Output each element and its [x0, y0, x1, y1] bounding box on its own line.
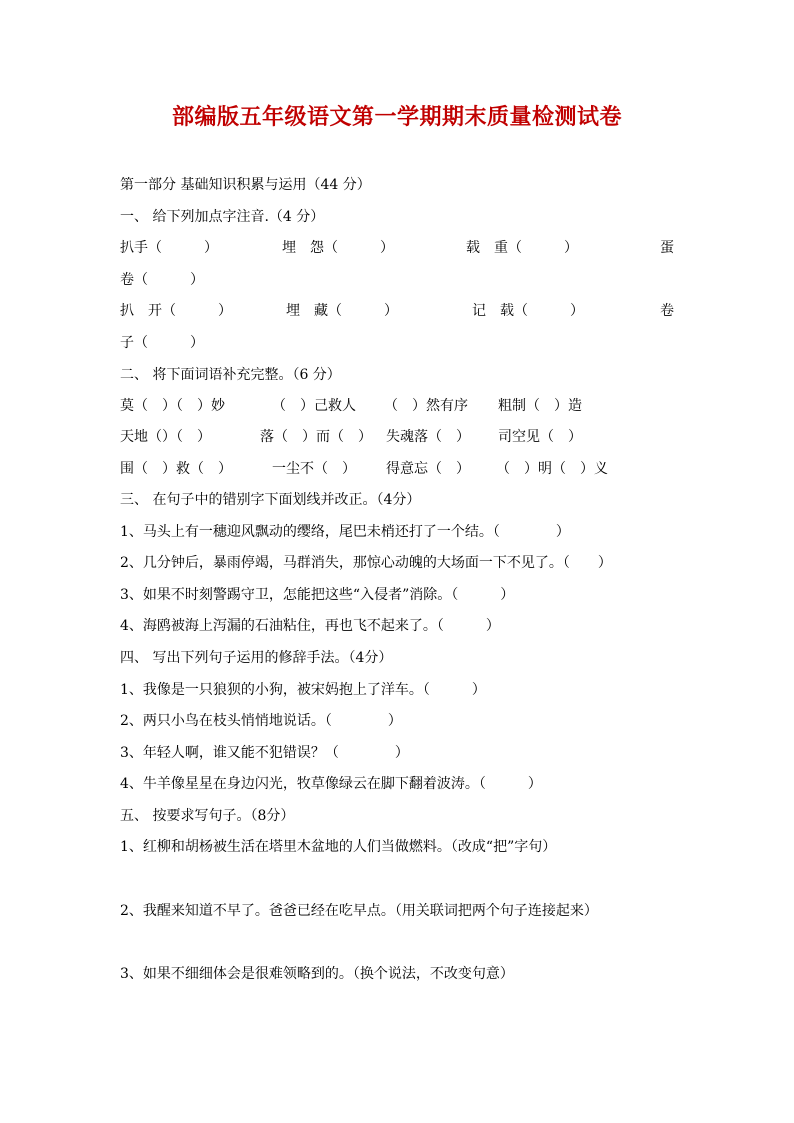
pinyin-item: 埋 藏（ ） — [286, 303, 398, 319]
idiom-item: 司空见（ ） — [498, 429, 582, 445]
idiom-item: 粗制（ ）造 — [498, 398, 582, 414]
question-item: 1、我像是一只狼狈的小狗，被宋妈抱上了洋车。（ ） — [120, 682, 486, 698]
question-item: 3、年轻人啊，谁又能不犯错误？（ ） — [120, 745, 409, 761]
pinyin-item: 子（ ） — [120, 335, 204, 351]
idiom-item: 得意忘（ ） — [386, 461, 470, 477]
question-item: 3、如果不时刻警踢守卫，怎能把这些“入侵者”消除。（ ） — [120, 587, 515, 603]
section-1-heading: 一、 给下列加点字注音.（4 分） — [120, 209, 325, 225]
pinyin-item: 埋 怨（ ） — [282, 240, 394, 256]
idiom-item: 落（ ）而（ ） — [260, 429, 372, 445]
question-item: 4、海鸥被海上泻漏的石油粘住，再也飞不起来了。（ ） — [120, 618, 500, 634]
idiom-item: 莫（ ）（ ）妙 — [120, 398, 225, 414]
question-item: 4、牛羊像星星在身边闪光，牧草像绿云在脚下翻着波涛。（ ） — [120, 776, 542, 792]
question-item: 2、两只小鸟在枝头悄悄地说话。（ ） — [120, 713, 402, 729]
pinyin-item: 卷 — [660, 303, 674, 319]
question-item: 3、如果不细细体会是很难领略到的。（换个说法，不改变句意） — [120, 966, 514, 982]
pinyin-item: 扒 开（ ） — [120, 303, 232, 319]
page-title: 部编版五年级语文第一学期期末质量检测试卷 — [171, 104, 622, 130]
section-5-heading: 五、 按要求写句子。（8分） — [120, 808, 295, 824]
section-4-heading: 四、 写出下列句子运用的修辞手法。（4分） — [120, 650, 393, 666]
pinyin-item: 扒手（ ） — [120, 240, 218, 256]
idiom-item: 围（ ）救（ ） — [120, 461, 232, 477]
question-item: 2、我醒来知道不早了。爸爸已经在吃早点。（用关联词把两个句子连接起来） — [120, 903, 598, 919]
pinyin-item: 蛋 — [660, 240, 674, 256]
pinyin-item: 载 重（ ） — [466, 240, 578, 256]
idiom-item: 失魂落（ ） — [386, 429, 470, 445]
idiom-item: 一尘不（ ） — [272, 461, 356, 477]
question-item: 1、马头上有一穗迎风飘动的缨络，尾巴未梢还打了一个结。（ ） — [120, 524, 570, 540]
pinyin-item: 卷（ ） — [120, 272, 204, 288]
idiom-item: （ ）明（ ）义 — [496, 461, 608, 477]
question-item: 1、红柳和胡杨被生活在塔里木盆地的人们当做燃料。（改成“把”字句） — [120, 839, 557, 855]
idiom-item: （ ）然有序 — [384, 398, 468, 414]
question-item: 2、几分钟后，暴雨停竭，马群消失，那惊心动魄的大场面一下不见了。（ ） — [120, 555, 612, 571]
section-2-heading: 二、 将下面词语补充完整。（6 分） — [120, 367, 341, 383]
idiom-item: （ ）己救人 — [272, 398, 356, 414]
section-3-heading: 三、 在句子中的错别字下面划线并改正。（4分） — [120, 492, 421, 508]
pinyin-item: 记 载（ ） — [472, 303, 584, 319]
part-heading: 第一部分 基础知识积累与运用（44 分） — [120, 177, 371, 193]
idiom-item: 天地（）（ ） — [120, 429, 211, 445]
